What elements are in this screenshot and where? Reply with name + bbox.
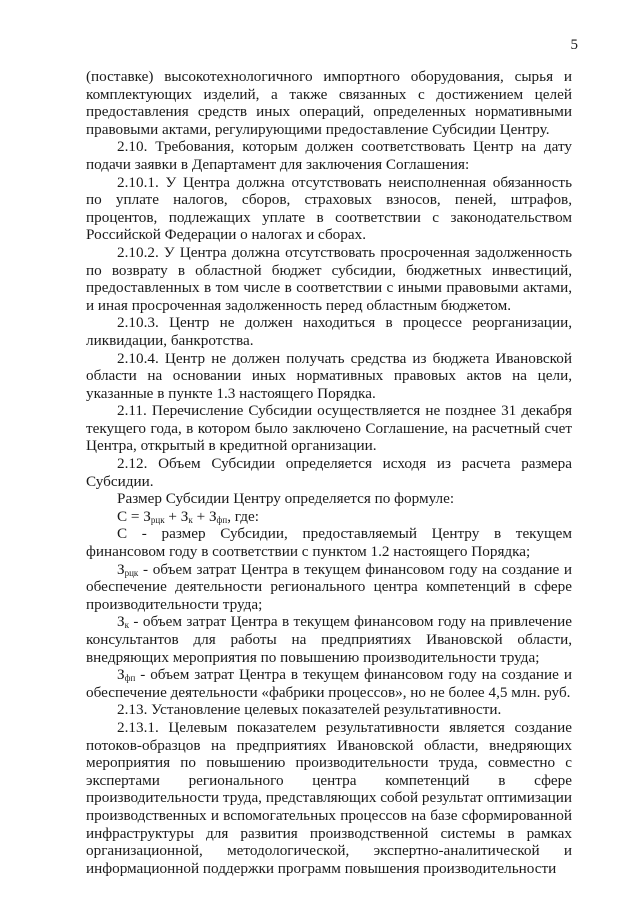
- paragraph-2-10-1: 2.10.1. У Центра должна отсутствовать неисполненная обязанность по уплате налогов, сборов, страховых взносов, пеней, штрафов, процентов, подлежащих уплате в соответствии с законодательством Российской Федерации о налогах и сборах.: [86, 173, 572, 244]
- definition-z-fp: $З_{фп}$ - объем затрат Центра в текущем финансовом году на создание и обеспечение деятельности «фабрики процессов», но не более 4,5 млн. руб.: [86, 666, 572, 701]
- paragraph-continuation: (поставке) высокотехнологичного импортного оборудования, сырья и комплектующих изделий, а также связанных с достижением целей предоставления средств иных операций, определенных нормативными правовыми актами, регулирующими предоставление Субсидии Центру.: [86, 68, 572, 138]
- paragraph-2-10-2: 2.10.2. У Центра должна отсутствовать просроченная задолженность по возврату в областной бюджет субсидии, бюджетных инвестиций, предоставленных в том числе в соответствии с иными правовыми актами, и иная просроченная задолженность перед областным бюджетом.: [86, 243, 572, 314]
- definition-z-k: $З_к$ - объем затрат Центра в текущем финансовом году на привлечение консультантов для работы на предприятиях Ивановской области, внедряющих мероприятия по повышению производительности труда;: [86, 613, 572, 666]
- formula-lhs: С =: [117, 507, 144, 525]
- definition-c: С - размер Субсидии, предоставляемый Центру в текущем финансовом году в соответствии с пунктом 1.2 настоящего Порядка;: [86, 525, 572, 561]
- paragraph-2-11: 2.11. Перечисление Субсидии осуществляется не позднее 31 декабря текущего года, в котором было заключено Соглашение, на расчетный счет Центра, открытый в кредитной организации.: [86, 402, 572, 455]
- paragraph-2-10: 2.10. Требования, которым должен соответствовать Центр на дату подачи заявки в Департамент для заключения Соглашения:: [86, 138, 572, 173]
- document-body: [86, 68, 572, 877]
- paragraph-2-10-3: 2.10.3. Центр не должен находиться в процессе реорганизации, ликвидации, банкротства.: [86, 314, 572, 349]
- paragraph-formula-intro: Размер Субсидии Центру определяется по формуле:: [117, 490, 455, 508]
- paragraph-2-13: 2.13. Установление целевых показателей результативности.: [117, 701, 502, 719]
- definition-z-rck: $З_{рцк}$ - объем затрат Центра в текущем финансовом году на создание и обеспечение деятельности регионального центра компетенций в сфере производительности труда;: [86, 560, 572, 613]
- paragraph-2-13-1: 2.13.1. Целевым показателем результативности является создание потоков-образцов на предприятиях Ивановской области, внедряющих мероприятия по повышению производительности труда, совместно с экспертами регионального центра компетенций в сфере производительности труда, представляющих собой результат оптимизации производственных и вспомогательных процессов на базе сформированной инфраструктуры для развития производственной системы в рамках организационной, методологической, экспертно-аналитической и информационной поддержки программ повышения производительности: [86, 718, 572, 877]
- paragraph-2-10-4: 2.10.4. Центр не должен получать средства из бюджета Ивановской области на основании иных нормативных правовых актов на цели, указанные в пункте 1.3 настоящего Порядка.: [86, 349, 572, 402]
- formula: $С = З_{рцк} + З_к + З_{фп}$, где:: [117, 507, 259, 525]
- paragraph-2-12: 2.12. Объем Субсидии определяется исходя из расчета размера Субсидии.: [86, 455, 572, 490]
- formula-term-1: $З_{рцк}$: [143, 507, 165, 525]
- page-number: 5: [570, 37, 578, 53]
- formula-term-2: $З_к$: [180, 507, 193, 525]
- formula-term-3: $З_{фп}$: [208, 507, 228, 525]
